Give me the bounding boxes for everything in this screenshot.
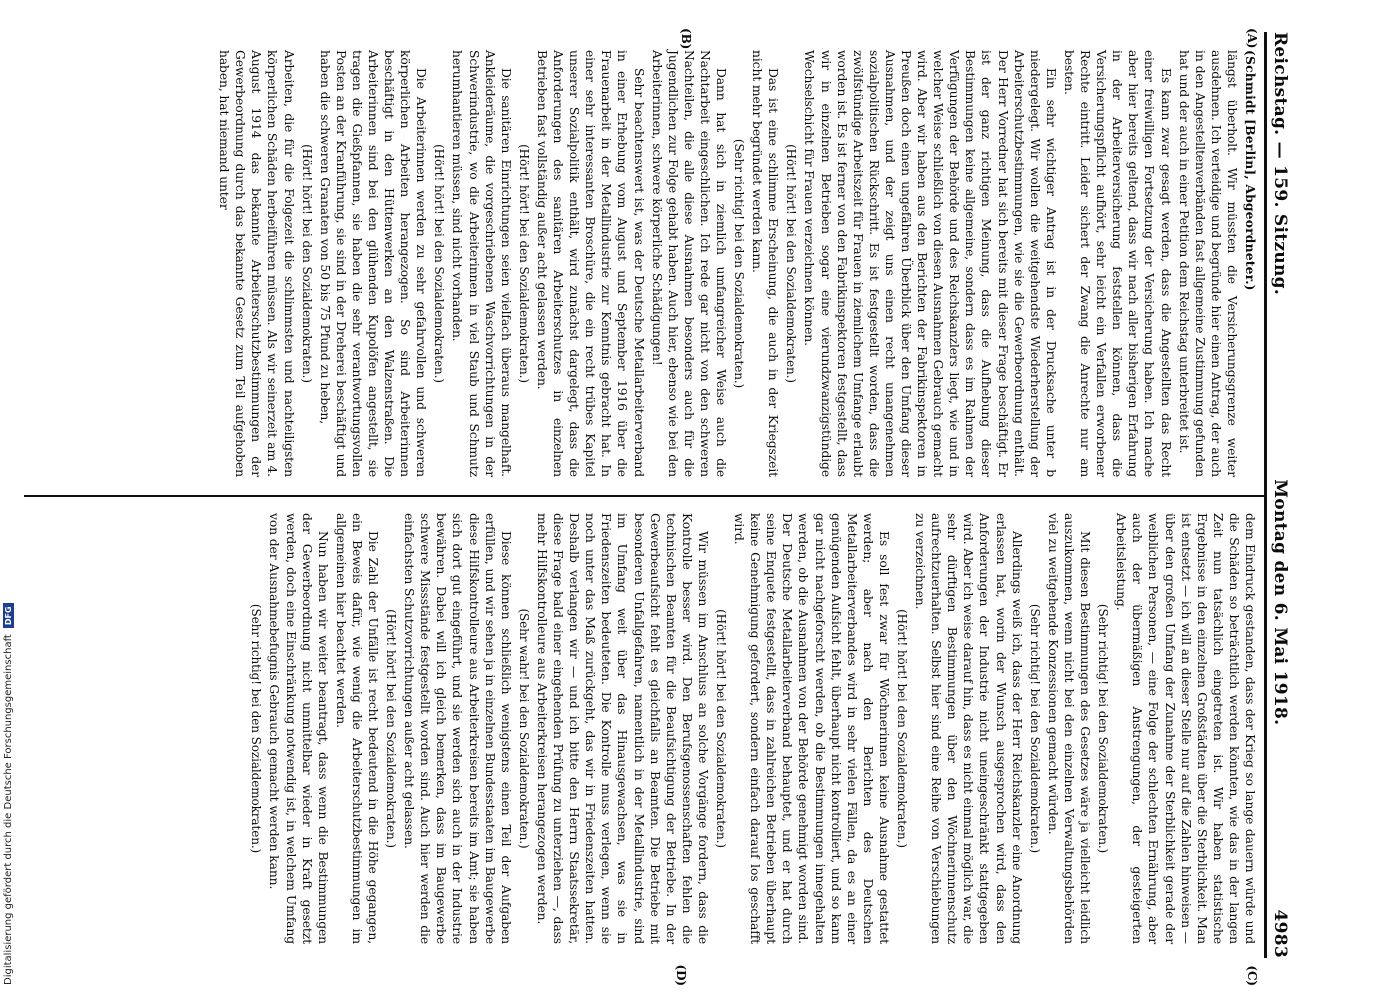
interjection: (Hört! hört! bei den Sozialdemokraten.) (784, 144, 799, 383)
right-paragraph: dem Eindruck gestanden, dass der Krieg so lange dauern würde und die Schäden so beträchtlich werden könnten, wie das in der langen Zeit nun tatsächlich eingetreten ist. Wir haben statistische Ergebnisse in den einzelnen Großstädten über die Sterblichkeit. Man ist entsetzt — ich will an dieser Stelle nur auf die Zahlen hinweisen — über den großen Umfang der Zunahme der Sterblichkeit gerade der weiblichen Personen, — eine Folge der schlechten Ernährung, aber auch der übermäßigen Anstrengungen, der gesteigerten Arbeitsleistung. (1114, 513, 1257, 944)
left-paragraph: Die sanitären Einrichtungen seien vielfach überaus mangelhaft. Ankleideräume, die vorgeschriebenen Waschvorrichtungen in der Schwerindustrie, wo die Arbeiterinnen in viel Staub und Schmutz herumhantieren müssen, sind nicht vorhanden. (450, 50, 513, 477)
speaker-label: (Schmidt [Berlin], Abgeordneter.) (1243, 50, 1258, 291)
left-paragraph: Die Arbeiterinnen werden zu sehr gefahrvollen und schweren körperlichen Arbeiten herangezogen. So sind Arbeiterinnen beschäftigt in den Hüttenwerken an den Walzenstraßen. Die Arbeiterinnen sind bei den glühenden Kupolöfen angestellt, sie tragen die Gießpfannen, sie haben die sehr verantwortungsvollen Posten an der Kranführung, sie sind in der Dreherei beschäftigt und haben die schweren Granaten von 50 bis 75 Pfund zu heben, (317, 50, 429, 477)
dfg-logo: DFG (3, 603, 14, 628)
right-paragraph: Nun haben wir weiter beantragt, dass wenn die Bestimmungen der Gewerbeordnung nicht unmittelbar wieder in Kraft gesetzt werden, doch eine Einschränkung notwendig ist, in welchem Umfang von der Ausnahmebefugnis Gebrauch gemacht werden kann. (267, 513, 330, 944)
text-columns (24, 28, 1264, 986)
interjection: (Sehr richtig! bei den Sozialdemokraten.) (249, 603, 264, 854)
credit-text: Digitalisierung gefördert durch die Deutsche Forschungsgemeinschaft (3, 634, 14, 985)
margin-marker-a: (A) (1245, 28, 1259, 49)
interjection: (Hört! hört! bei den Sozialdemokraten.) (516, 144, 531, 383)
left-paragraph (1242, 50, 1258, 477)
left-paragraph: Dann hat sich in ziemlich umfangreicher Weise auch die Nachtarbeit eingeschlichen. Ich rede gar nicht von den schweren Nachteilen, die alle diese Ausnahmen besonders auch für die Jugendlichen zur Folge gehabt haben. Auch hier, ebenso wie bei den Arbeiterinnen, schwere körperliche Schädigungen! (649, 50, 728, 477)
interjection: (Hört! hört! bei den Sozialdemokraten.) (384, 609, 399, 848)
header-date: Montag den 6. Mai 1918. (1270, 479, 1290, 726)
page-number: 4983 (1270, 909, 1290, 958)
right-column (24, 495, 1264, 986)
left-paragraph: Es kann zwar gesagt werden, dass die Angestellten das Recht einer freiwilligen Fortsetzung der Versicherung haben. Ich mache aber hier bereits geltend, dass wir nach aller bisherigen Erfahrung in der Arbeiterversicherung feststellen können, dass die Versicherungspflicht aufhört, sehr leicht ein Verfallen erworbener Rechte eintritt. Leider sichert der Zwang die Anrechte nur am besten. (1061, 50, 1173, 477)
header-left: Reichstag. — 159. Sitzung. (1270, 32, 1290, 296)
left-paragraph: Arbeiten, die für die Folgezeit die schlimmsten und nachteiligsten körperlichen Schäden herbeiführen müssen. Als wir seinerzeit am 4. August 1914 das bekannte Arbeiterschutzbestimmungen der Gewerbeordnung durch das bekannte Gesetz zum Teil aufgehoben haben, hat niemand unter (217, 50, 296, 477)
interjection: (Sehr richtig! bei den Sozialdemokraten.) (732, 138, 747, 389)
interjection: (Sehr wahr! bei den Sozialdemokraten.) (516, 608, 531, 849)
margin-marker-b: (B) (679, 28, 693, 50)
left-paragraph: Ein sehr wichtiger Antrag ist in der Drucksache unter b niedergelegt. Wir wollen die weitgehendste Wiederherstellung der Arbeiterschutzbestimmungen, wie sie die Gewerbeordnung enthält. Der Herr Vorredner hat sich bereits mit dieser Frage beschäftigt. Er ist der ganz richtigen Meinung, dass die Aufhebung dieser Bestimmungen keine allgemeine, sondern dass es im Rahmen der Verfügungen der Behörde und des Reichskanzlers liegt, wie und in welcher Weise schließlich von diesen Ausnahmen Gebrauch gemacht wird. Aber wir haben aus den Berichten der Fabrikinspektoren in Preußen doch einen ungefähren Überblick über den Umfang dieser Ausnahmen, und der zeigt uns einen recht unangenehmen sozialpolitischen Rückschritt. Es ist festgestellt worden, dass die zwölfstündige Arbeitszeit für Frauen in ziemlichem Umfange erlaubt worden ist. Es ist ferner von den Fabrikinspektoren festgestellt, dass wir in einzelnen Betrieben sogar eine vierundzwanzigstündige Wechselschicht für Frauen verzeichnen können. (802, 50, 1058, 477)
interjection: (Hört! hört! bei den Sozialdemokraten.) (299, 144, 314, 383)
right-paragraph: Es soll fest zwar für Wöchnerinnen keine Ausnahme gestattet werden; aber nach den Berichten des Deutschen Metallarbeiterverbandes wird in sehr vielen Fällen, da es an einer genügenden Aufsicht fehlt, überhaupt nicht kontrolliert, und so kann gar nicht nachgeforscht werden, ob die Bestimmungen innegehalten werden, ob die Ausnahmen von der Behörde genehmigt worden sind. Der Deutsche Metallarbeiterverband behauptet, und er hat durch seine Enquete festgestellt, dass in zahlreichen Betrieben überhaupt keine Genehmigung gefordert, sondern einfach darauf los geschafft wird. (732, 513, 891, 944)
interjection: (Sehr richtig! bei den Sozialdemokraten.) (1096, 603, 1111, 854)
right-paragraph: Mit diesen Bestimmungen des Gesetzes wäre ja vielleicht leidlich auszukommen, wenn nicht bei den einzelnen Verwaltungsbehörden viel zu weitgehende Konzessionen gemacht würden. (1045, 513, 1093, 944)
left-paragraph: Das ist eine schlimme Erscheinung, die auch in der Kriegszeit nicht mehr begründet werden kann. (750, 50, 781, 477)
left-paragraph: längst überholt. Wir müssten die Versicherungsgrenze weiter ausdehnen. Ich verteidige und begründe hier einen Antrag, der auch in den Angestelltenverbänden fast allgemeine Zustimmung gefunden hat und der auch in einer Petition dem Reichstag unterbreitet ist. (1176, 50, 1239, 477)
interjection: (Sehr richtig! bei den Sozialdemokraten.) (1027, 603, 1042, 854)
margin-marker-d: (D) (674, 964, 688, 986)
margin-marker-c: (C) (1245, 965, 1259, 986)
right-paragraph: Diese können schließlich wenigstens einen Teil der Aufgaben erfüllen, und wir sehen ja in einzelnen Bundesstaaten im Baugewerbe diese Hilfskontrolleure aus Arbeiterkreisen bereits im Amt; sie haben sich dort gut eingeführt, und sie werden sich auch in der Industrie bewähren. Dabei will ich gleich bemerken, dass im Baugewerbe schwere Missstände festgestellt worden sind. Auch hier werden die einfachsten Schutzvorrichtungen außer acht gelassen. (402, 513, 513, 945)
interjection: (Hört! hört! bei den Sozialdemokraten.) (714, 609, 728, 848)
interjection: (Hört! hört! bei den Sozialdemokraten.) (432, 144, 447, 383)
right-paragraph: Allerdings weiß ich, dass der Herr Reichskanzler eine Anordnung erlassen hat, worin der Wunsch ausgesprochen wird, dass den Anforderungen der Industrie nicht uneingeschränkt stattgegeben wird. Aber ich weise darauf hin, dass es nicht einmal möglich war, die sehr dürftigen Bestimmungen über den Wöchnerinnenschutz aufrechtzuerhalten. Selbst hier sind eine Reihe von Verschiebungen zu verzeichnen. (913, 513, 1024, 944)
left-paragraph: Sehr beachtenswert ist, was der Deutsche Metallarbeiterverband in einer Erhebung vom August und September 1916 über die Frauenarbeit in der Metallindustrie zur Kenntnis gebracht hat. In einer sehr interessanten Broschüre, die ein recht trübes Kapitel unserer Sozialpolitik enthält, wird zunächst dargelegt, dass die Anforderungen des sanitären Arbeiterschutzes in einzelnen Betrieben fast vollständig außer acht gelassen werden. (534, 50, 646, 477)
running-header (1264, 32, 1292, 958)
right-paragraph: Die Zahl der Unfälle ist recht bedeutend in die Höhe gegangen, ein Beweis dafür, wie wenig die Arbeiterschutzbestimmungen im allgemeinen hier beachtet werden. (333, 513, 381, 944)
digitization-credit (3, 603, 14, 985)
left-column (24, 28, 1264, 495)
right-paragraph: Wir müssen im Anschluss an solche Vorgänge fordern, dass die Kontrolle besser wird. Den Berufsgenossenschaften fehlen die technischen Beamten für die Beaufsichtigung der Betriebe. In der Gewerbeaufsicht fehlt es gleichfalls an Beamten. Die Betriebe mit besonderen Unfallgefahren, namentlich in der Metallindustrie, sind im Umfang weit über das Hinausgewachsen, was sie in Friedenszeiten bedeuteten. Die Kontrolle muss verlegen, wenn sie noch unter das Maß zurückgeht, das wir in Friedenszeiten hatten. Deshalb verlangen wir — und ich bitte den Herrn Staatssekretär, diese Frage bald einer eingehenden Prüfung zu unterziehen —, dass mehr Hilfskontrolleure aus Arbeiterkreisen herangezogen werden. (534, 513, 710, 944)
interjection: (Hört! hört! bei den Sozialdemokraten.) (895, 609, 910, 848)
